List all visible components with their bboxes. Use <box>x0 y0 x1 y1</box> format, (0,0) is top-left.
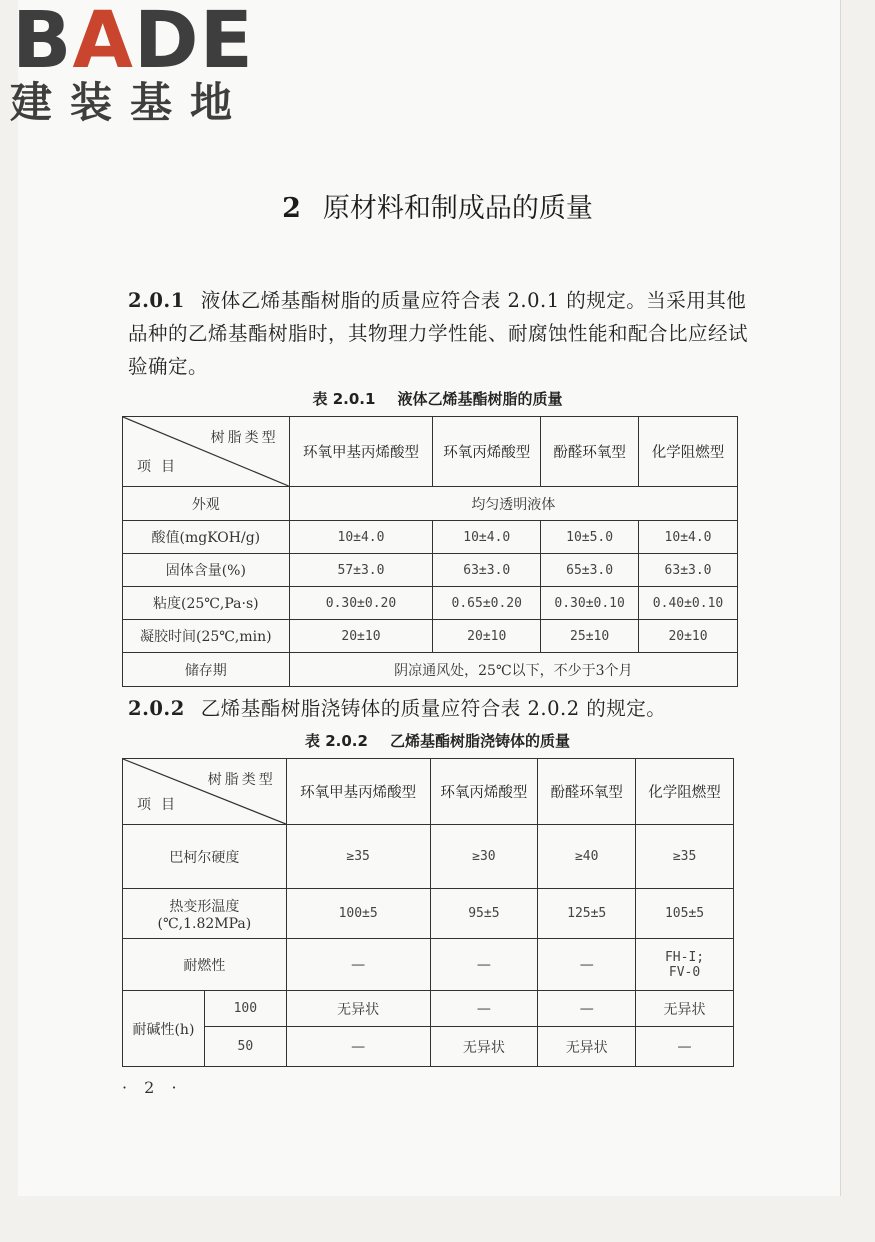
chapter-number: 2 <box>282 193 301 224</box>
table-resin-quality <box>122 416 738 687</box>
table-row: 耐碱性(h) 100 无异状 — — 无异状 <box>123 991 734 1027</box>
clause-number: 2.0.2 <box>128 697 185 720</box>
clause-text: 液体乙烯基酯树脂的质量应符合表 2.0.1 的规定。当采用其他品种的乙烯基酯树脂时，其物理力学性能、耐腐蚀性能和配合比应经试验确定。 <box>128 289 749 378</box>
table-row: 外观 均匀透明液体 <box>123 487 738 521</box>
brand-subtitle: 建装基地 <box>10 78 251 127</box>
table-row: 储存期 阴凉通风处，25℃以下，不少于3个月 <box>123 653 738 687</box>
brand-logo: BADE <box>12 0 254 86</box>
page-number: · 2 · <box>122 1078 183 1097</box>
table-header-row: 树脂类型 项目 环氧甲基丙烯酸型 环氧丙烯酸型 酚醛环氧型 化学阻燃型 <box>123 417 738 487</box>
clause-text: 乙烯基酯树脂浇铸体的质量应符合表 2.0.2 的规定。 <box>200 697 667 720</box>
clause-2-0-1 <box>128 284 748 383</box>
table-header-row: 树脂类型 项目 环氧甲基丙烯酸型 环氧丙烯酸型 酚醛环氧型 化学阻燃型 <box>123 759 734 825</box>
table-caption: 表 2.0.1 液体乙烯基酯树脂的质量 <box>312 390 563 408</box>
table-row: 凝胶时间(25℃,min) 20±10 20±10 25±10 20±10 <box>123 620 738 653</box>
clause-number: 2.0.1 <box>128 289 185 312</box>
table-row: 热变形温度 (℃,1.82MPa) 100±5 95±5 125±5 105±5 <box>123 889 734 939</box>
table-row: 50 — 无异状 无异状 — <box>123 1027 734 1067</box>
table-casting-quality <box>122 758 734 1067</box>
clause-2-0-2 <box>128 692 748 725</box>
table-row: 酸值(mgKOH/g) 10±4.0 10±4.0 10±5.0 10±4.0 <box>123 521 738 554</box>
corner-cell: 树脂类型 项目 <box>123 417 290 487</box>
table-row: 粘度(25℃,Pa·s) 0.30±0.20 0.65±0.20 0.30±0.10 0.40±0.10 <box>123 587 738 620</box>
table-row: 固体含量(%) 57±3.0 63±3.0 65±3.0 63±3.0 <box>123 554 738 587</box>
corner-cell: 树脂类型 项目 <box>123 759 287 825</box>
chapter-heading <box>0 186 875 225</box>
table-row: 耐燃性 — — — FH-I; FV-0 <box>123 939 734 991</box>
table-row: 巴柯尔硬度 ≥35 ≥30 ≥40 ≥35 <box>123 825 734 889</box>
table-caption: 表 2.0.2 乙烯基酯树脂浇铸体的质量 <box>305 732 570 750</box>
chapter-title: 原材料和制成品的质量 <box>322 193 593 224</box>
